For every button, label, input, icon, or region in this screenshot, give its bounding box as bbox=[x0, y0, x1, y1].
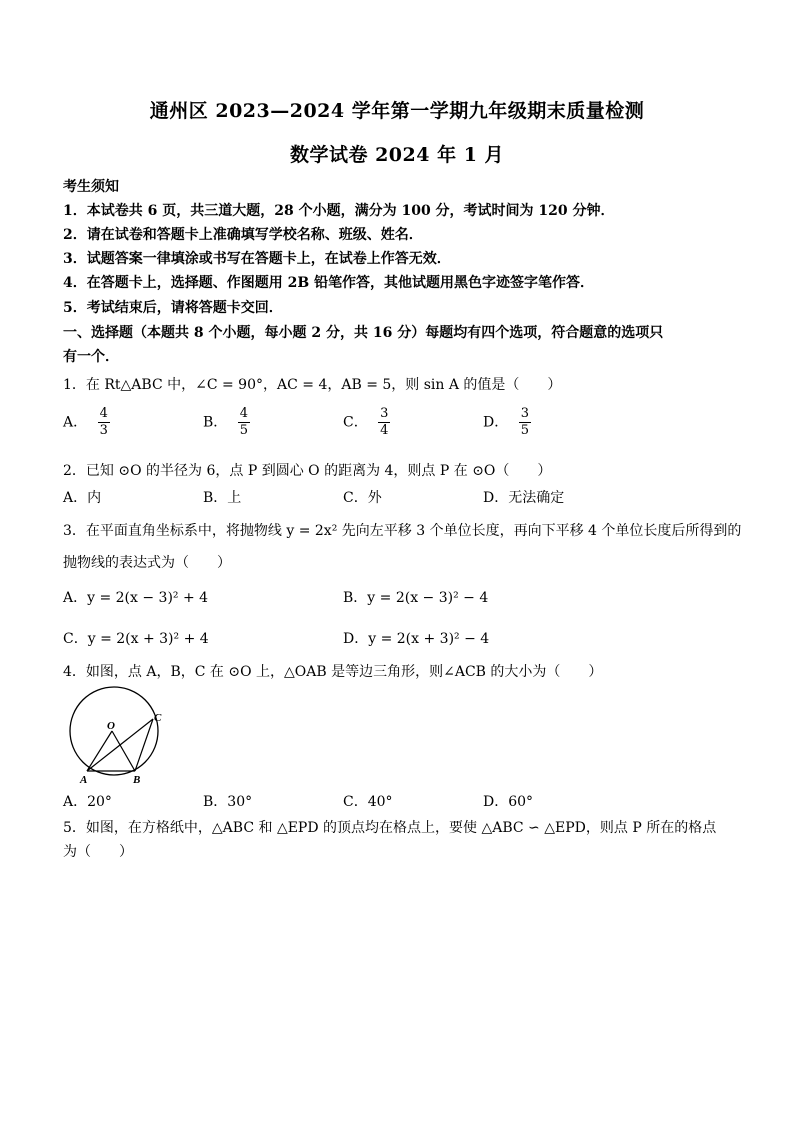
q4-option-c: C．40° bbox=[343, 794, 393, 810]
question-5-stem-cont: 为（ ） bbox=[63, 844, 133, 860]
numerator: 3 bbox=[520, 406, 529, 421]
option-letter: C． bbox=[343, 414, 368, 431]
section-heading: 一、选择题（本题共 8 个小题，每小题 2 分，共 16 分）每题均有四个选项，符合题意的选项只 bbox=[63, 325, 664, 341]
question-2-stem: 2．已知 ⊙O 的半径为 6，点 P 到圆心 O 的距离为 4，则点 P 在 ⊙O（ ） bbox=[63, 463, 552, 479]
q3-option-b: B．y = 2(x − 3)² − 4 bbox=[343, 590, 489, 606]
fraction bbox=[238, 406, 250, 439]
q1-option-d bbox=[483, 406, 531, 439]
circle-figure bbox=[60, 686, 180, 786]
notice-item: 4．在答题卡上，选择题、作图题用 2B 铅笔作答，其他试题用黑色字迹签字笔作答． bbox=[63, 275, 595, 291]
section-heading-cont: 有一个． bbox=[63, 349, 119, 365]
option-letter: B． bbox=[203, 414, 228, 431]
label-b: B bbox=[133, 774, 141, 786]
notice-item: 2．请在试卷和答题卡上准确填写学校名称、班级、姓名． bbox=[63, 227, 423, 243]
q2-option-d: D．无法确定 bbox=[483, 490, 565, 506]
q2-option-b: B．上 bbox=[203, 490, 242, 506]
fraction bbox=[378, 406, 390, 439]
notice-item: 1．本试卷共 6 页，共三道大题，28 个小题，满分为 100 分，考试时间为 120 分钟． bbox=[63, 203, 615, 219]
question-1-stem: 1．在 Rt△ABC 中，∠C = 90°，AC = 4，AB = 5，则 sin A 的值是（ ） bbox=[63, 377, 562, 393]
question-4-stem: 4．如图，点 A，B，C 在 ⊙O 上，△OAB 是等边三角形，则∠ACB 的大小为（ ） bbox=[63, 664, 603, 680]
q2-option-a: A．内 bbox=[63, 490, 102, 506]
q3-option-d: D．y = 2(x + 3)² − 4 bbox=[343, 631, 490, 647]
denominator: 3 bbox=[99, 423, 108, 438]
option-letter: D． bbox=[483, 414, 509, 431]
q4-option-b: B．30° bbox=[203, 794, 253, 810]
question-3-stem-cont: 抛物线的表达式为（ ） bbox=[63, 555, 231, 571]
label-a: A bbox=[80, 774, 88, 786]
segment-oa bbox=[87, 731, 112, 771]
q1-option-a bbox=[63, 406, 110, 439]
fraction bbox=[98, 406, 110, 439]
notice-item: 3．试题答案一律填涂或书写在答题卡上，在试卷上作答无效． bbox=[63, 251, 451, 267]
fraction bbox=[519, 406, 531, 439]
numerator: 3 bbox=[380, 406, 389, 421]
numerator: 4 bbox=[239, 406, 249, 421]
segment-ob bbox=[112, 731, 135, 771]
option-letter: A． bbox=[63, 414, 88, 431]
notice-item: 5．考试结束后，请将答题卡交回． bbox=[63, 300, 283, 316]
exam-title: 通州区 2023—2024 学年第一学期九年级期末质量检测 bbox=[149, 100, 645, 122]
q2-option-c: C．外 bbox=[343, 490, 382, 506]
notice-heading: 考生须知 bbox=[63, 179, 119, 195]
denominator: 5 bbox=[239, 423, 249, 438]
q3-option-c: C．y = 2(x + 3)² + 4 bbox=[63, 631, 209, 647]
denominator: 4 bbox=[380, 423, 389, 438]
q4-option-a: A．20° bbox=[63, 794, 112, 810]
q3-option-a: A．y = 2(x − 3)² + 4 bbox=[63, 590, 209, 606]
q1-option-c bbox=[343, 406, 390, 439]
numerator: 4 bbox=[99, 406, 108, 421]
question-5-stem: 5．如图，在方格纸中，△ABC 和 △EPD 的顶点均在格点上，要使 △ABC ∽ △EPD，则点 P 所在的格点 bbox=[63, 820, 717, 836]
label-o: O bbox=[107, 720, 115, 732]
question-3-stem: 3．在平面直角坐标系中，将抛物线 y = 2x² 先向左平移 3 个单位长度，再向下平移 4 个单位长度后所得到的 bbox=[63, 523, 742, 539]
q1-option-b bbox=[203, 406, 250, 439]
label-c: C bbox=[154, 712, 162, 724]
denominator: 5 bbox=[520, 423, 529, 438]
exam-subtitle: 数学试卷 2024 年 1 月 bbox=[289, 144, 505, 166]
q4-option-d: D．60° bbox=[483, 794, 534, 810]
